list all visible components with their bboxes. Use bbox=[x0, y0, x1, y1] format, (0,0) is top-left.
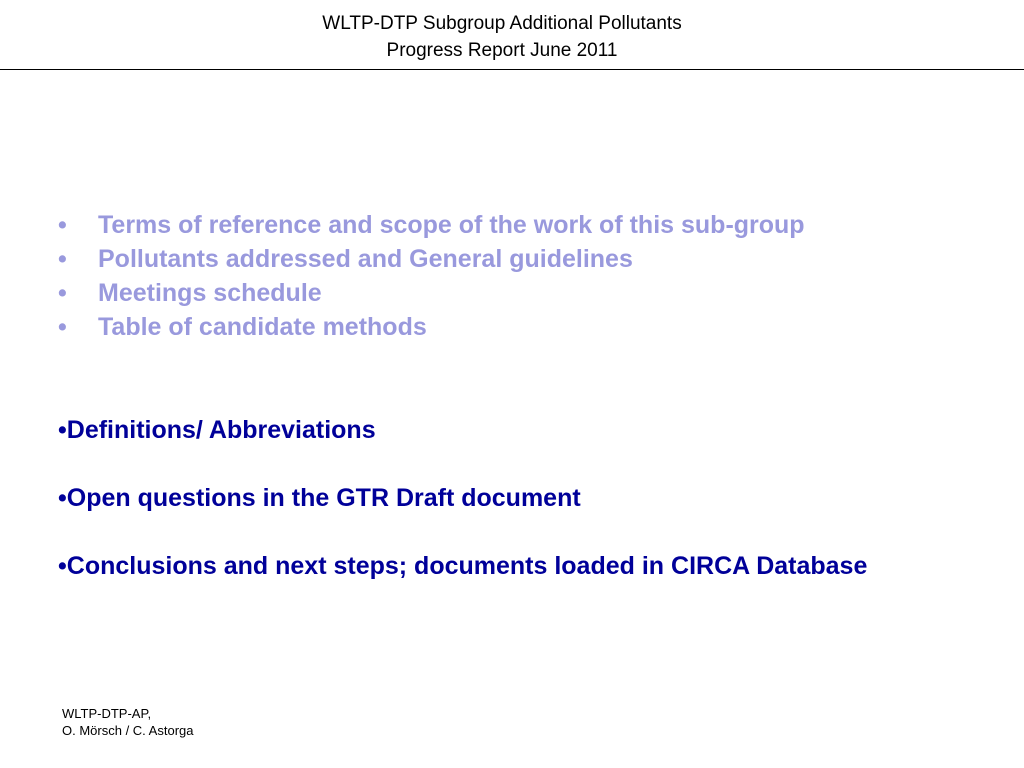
bullet-icon: • bbox=[58, 313, 67, 341]
agenda-item-open-questions bbox=[58, 481, 932, 515]
slide-header bbox=[0, 10, 1004, 64]
agenda-item-terms-of-reference bbox=[58, 208, 805, 242]
agenda-item-label: Table of candidate methods bbox=[98, 313, 427, 341]
bullet-icon: • bbox=[58, 552, 67, 580]
agenda-item-pollutants bbox=[58, 242, 805, 276]
agenda-item-label: Pollutants addressed and General guidelines bbox=[98, 245, 633, 273]
agenda-item-definitions bbox=[58, 413, 932, 447]
agenda-item-label: Conclusions and next steps; documents loaded in CIRCA Database bbox=[66, 552, 868, 580]
agenda-item-conclusions bbox=[58, 549, 932, 583]
bullet-icon: • bbox=[58, 484, 67, 512]
footer-line-1: WLTP-DTP-AP, bbox=[62, 706, 152, 721]
slide-footer bbox=[62, 705, 194, 739]
agenda-item-label: Definitions/ Abbreviations bbox=[66, 416, 376, 444]
bullet-icon: • bbox=[58, 211, 67, 239]
bullet-icon: • bbox=[58, 245, 67, 273]
agenda-item-label: Terms of reference and scope of the work of this sub-group bbox=[98, 211, 805, 239]
header-divider bbox=[0, 69, 1024, 70]
agenda-item-candidate-methods bbox=[58, 310, 805, 344]
agenda-list-light bbox=[58, 208, 805, 344]
agenda-item-label: Meetings schedule bbox=[98, 279, 322, 307]
slide-title-line-2: Progress Report June 2011 bbox=[386, 40, 618, 61]
agenda-item-label: Open questions in the GTR Draft document bbox=[66, 484, 581, 512]
bullet-icon: • bbox=[58, 279, 67, 307]
slide-title-line-1: WLTP-DTP Subgroup Additional Pollutants bbox=[322, 13, 682, 34]
footer-line-2: O. Mörsch / C. Astorga bbox=[62, 723, 194, 738]
bullet-icon: • bbox=[58, 416, 67, 444]
agenda-item-meetings bbox=[58, 276, 805, 310]
